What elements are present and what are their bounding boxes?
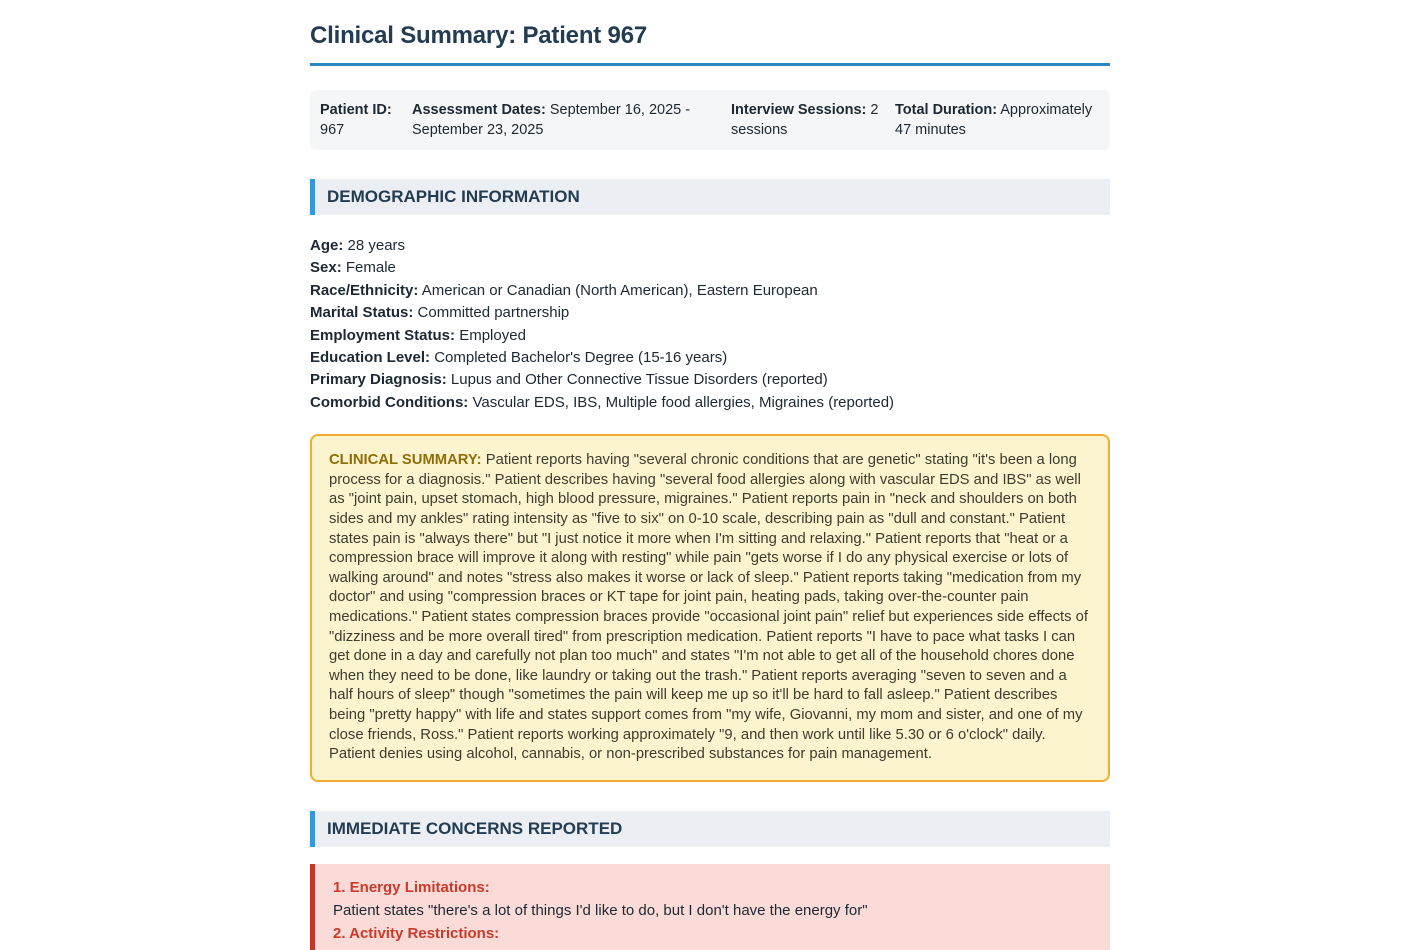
meta-total-duration-value: Approximately 47 minutes [895,102,1093,138]
meta-patient-id-label: Patient ID: [320,102,392,118]
demo-row-employment-status [310,325,1110,347]
demo-sex-value: Female [345,259,396,277]
concern-1-text: Patient states "there's a lot of things I'd like to do, but I don't have the energy for" [333,901,868,919]
demo-sex-label: Sex: [310,259,342,277]
meta-interview-sessions-value: 2 sessions [731,102,879,138]
clinical-summary-paragraph [329,451,1091,765]
meta-total-duration-label: Total Duration: [895,102,998,118]
patient-meta-bar [310,90,1110,150]
demo-row-race-ethnicity [310,280,1110,302]
demo-race-label: Race/Ethnicity: [310,281,419,299]
meta-assessment-dates-value: September 16, 2025 - September 23, 2025 [412,102,691,138]
demo-row-primary-diagnosis [310,369,1110,391]
meta-assessment-dates-label: Assessment Dates: [412,102,546,118]
demo-age-value: 28 years [347,237,406,254]
demo-race-value: American or Canadian (North American), Eastern European [421,281,818,299]
demo-employment-label: Employment Status: [310,326,456,344]
demo-diagnosis-value: Lupus and Other Connective Tissue Disorders (reported) [450,371,828,389]
section-header-demographics: DEMOGRAPHIC INFORMATION [310,179,1110,215]
immediate-concerns-box [310,864,1110,950]
demo-comorbid-value: Vascular EDS, IBS, Multiple food allergies, Migraines (reported) [472,393,895,411]
clinical-summary-box [310,434,1110,782]
demo-row-sex [310,257,1110,279]
page-title: Clinical Summary: Patient 967 [310,22,1110,66]
meta-interview-sessions [731,100,883,140]
clinical-summary-text: Patient reports having "several chronic conditions that are genetic" stating "it's been a long process for a diagnosis." Patient describes having "several food allergies along with vascular EDS and IBS" as well as "joint pain, upset stomach, high blood pressure, migraines." Patient reports pain in "neck and shoulders on both sides and my ankles" rating intensity as "five to six" on 0-10 scale, describing pain as "dull and constant." Patient states pain is "always there" but "I just notice it more when I'm sitting and relaxing." Patient reports that "heat or a compression brace will improve it along with resting" while pain "gets worse if I do any physical exercise or lots of walking around" and notes "stress also makes it worse or lack of sleep." Patient reports taking "medication from my doctor" and using "compression braces or KT tape for joint pain, heating pads, taking over-the-counter pain medications." Patient states compression braces provide "occasional joint pain" relief but experiences side effects of "dizziness and be more overall tired" from prescription medication. Patient reports "I have to pace what tasks I can get done in a day and carefully not plan too much" and states "I'm not able to get all of the household chores done when they need to be done, like laundry or taking out the trash." Patient reports averaging "seven to seven and a half hours of sleep" though "sometimes the pain will keep me up so it'll be hard to fall asleep." Patient describes being "pretty happy" with life and states support comes from "my wife, Giovanni, my mom and sister, and one of my close friends, Ross." Patient reports working approximately "9, and then work until like 5.30 or 6 o'clock" daily. Patient denies using alcohol, cannabis, or non-prescribed substances for pain management. [329,452,1089,763]
demo-marital-label: Marital Status: [310,304,414,322]
demo-row-age [310,235,1110,257]
meta-patient-id-value: 967 [320,122,345,138]
demographics-list [310,235,1110,414]
demo-employment-value: Employed [459,326,526,344]
clinical-summary-label: CLINICAL SUMMARY: [329,452,482,469]
document-page [310,0,1110,950]
demo-diagnosis-label: Primary Diagnosis: [310,371,447,389]
section-header-immediate-concerns: IMMEDIATE CONCERNS REPORTED [310,811,1110,847]
demo-education-label: Education Level: [310,349,431,367]
meta-total-duration [895,100,1100,140]
concern-1-heading: 1. Energy Limitations: [333,878,490,896]
meta-assessment-dates [412,100,697,140]
meta-interview-sessions-label: Interview Sessions: [731,102,867,118]
demo-marital-value: Committed partnership [417,304,570,322]
meta-patient-id [320,100,400,140]
demo-age-label: Age: [310,237,344,254]
demo-education-value: Completed Bachelor's Degree (15-16 years) [434,349,728,367]
demo-comorbid-label: Comorbid Conditions: [310,393,469,411]
demo-row-education-level [310,347,1110,369]
demo-row-comorbid-conditions [310,392,1110,414]
concern-2-heading: 2. Activity Restrictions: [333,924,500,942]
demo-row-marital-status [310,302,1110,324]
